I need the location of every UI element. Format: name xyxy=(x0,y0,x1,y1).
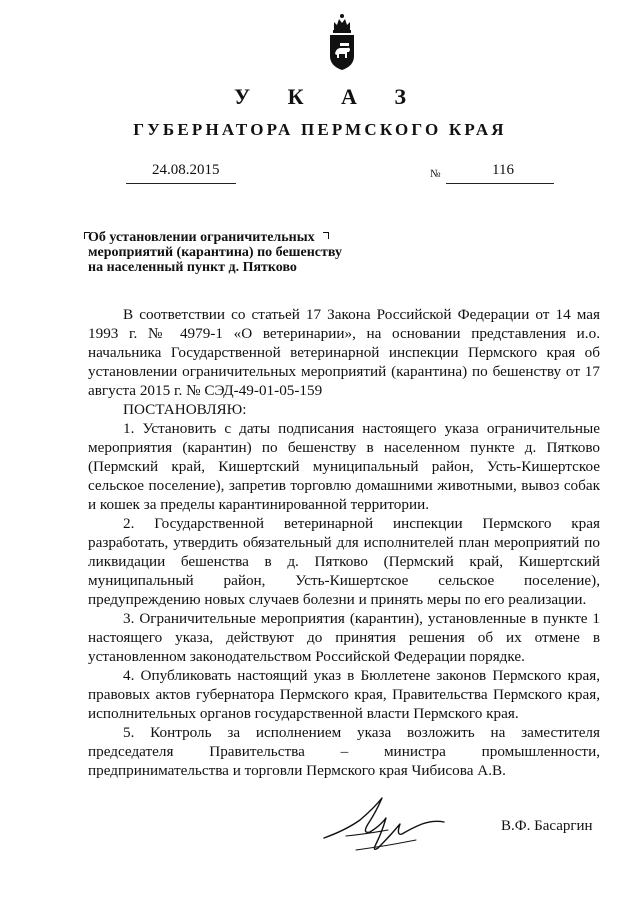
preamble-paragraph: В соответствии со статьей 17 Закона Российской Федерации от 14 мая 1993 г. № 4979-1 «О ветеринарии», на основании представления и.о. начальника Государственной ветеринарной инспекции Пермского края об установлении ограничительных мероприятий (карантина) по бешенству от 17 августа 2015 г. № СЭД-49-01-05-159 xyxy=(88,306,600,399)
number-label: № xyxy=(430,168,441,180)
decree-number: 116 xyxy=(492,162,514,178)
decree-subject xyxy=(88,230,358,275)
subject-line: мероприятий (карантина) по бешенству xyxy=(88,245,342,260)
date-underline xyxy=(126,183,236,184)
clause-1: 1. Установить с даты подписания настоящего указа ограничительные мероприятия (карантин) по бешенству в населенном пункте д. Пятково (Пермский край, Кишертский муниципальный район, Усть-Кишертское сельское поселение), запретив торговлю домашними животными, вывоз собак и кошек за пределы карантинированной территории. xyxy=(88,420,600,513)
subject-line: Об установлении ограничительных xyxy=(88,230,315,245)
clause-4: 4. Опубликовать настоящий указ в Бюллетене законов Пермского края, правовых актов губернатора Пермского края, Правительства Пермского края, исполнительных органов государственной власти Пермского края. xyxy=(88,667,600,722)
resolve-heading: ПОСТАНОВЛЯЮ: xyxy=(123,401,247,418)
handwritten-signature-icon xyxy=(316,790,466,860)
decree-date: 24.08.2015 xyxy=(152,162,220,178)
decree-body xyxy=(88,305,600,780)
decree-date-field xyxy=(126,162,236,184)
signer-name: В.Ф. Басаргин xyxy=(501,818,593,834)
number-underline xyxy=(446,183,554,184)
document-type-title: У К А З xyxy=(233,84,423,109)
clause-2: 2. Государственной ветеринарной инспекции Пермского края разработать, утвердить обязательный для исполнителей план мероприятий по ликвидации бешенства в д. Пятково (Пермский край, Кишертский муниципальный район, Усть-Кишертское сельское поселение), предупреждению новых случаев болезни и принять меры по его реализации. xyxy=(88,515,600,608)
decree-number-field xyxy=(446,162,554,184)
clause-3: 3. Ограничительные мероприятия (карантин), установленные в пункте 1 настоящего указа, действуют до принятия решения об их отмене в установленном законодательством Российской Федерации порядке. xyxy=(88,610,600,665)
perm-krai-coat-of-arms-icon xyxy=(326,12,358,72)
subject-line: на населенный пункт д. Пятково xyxy=(88,260,297,275)
clause-5: 5. Контроль за исполнением указа возложить на заместителя председателя Правительства – министра промышленности, предпринимательства и торговли Пермского края Чибисова А.В. xyxy=(88,724,600,779)
document-issuer-subtitle: ГУБЕРНАТОРА ПЕРМСКОГО КРАЯ xyxy=(133,120,507,139)
